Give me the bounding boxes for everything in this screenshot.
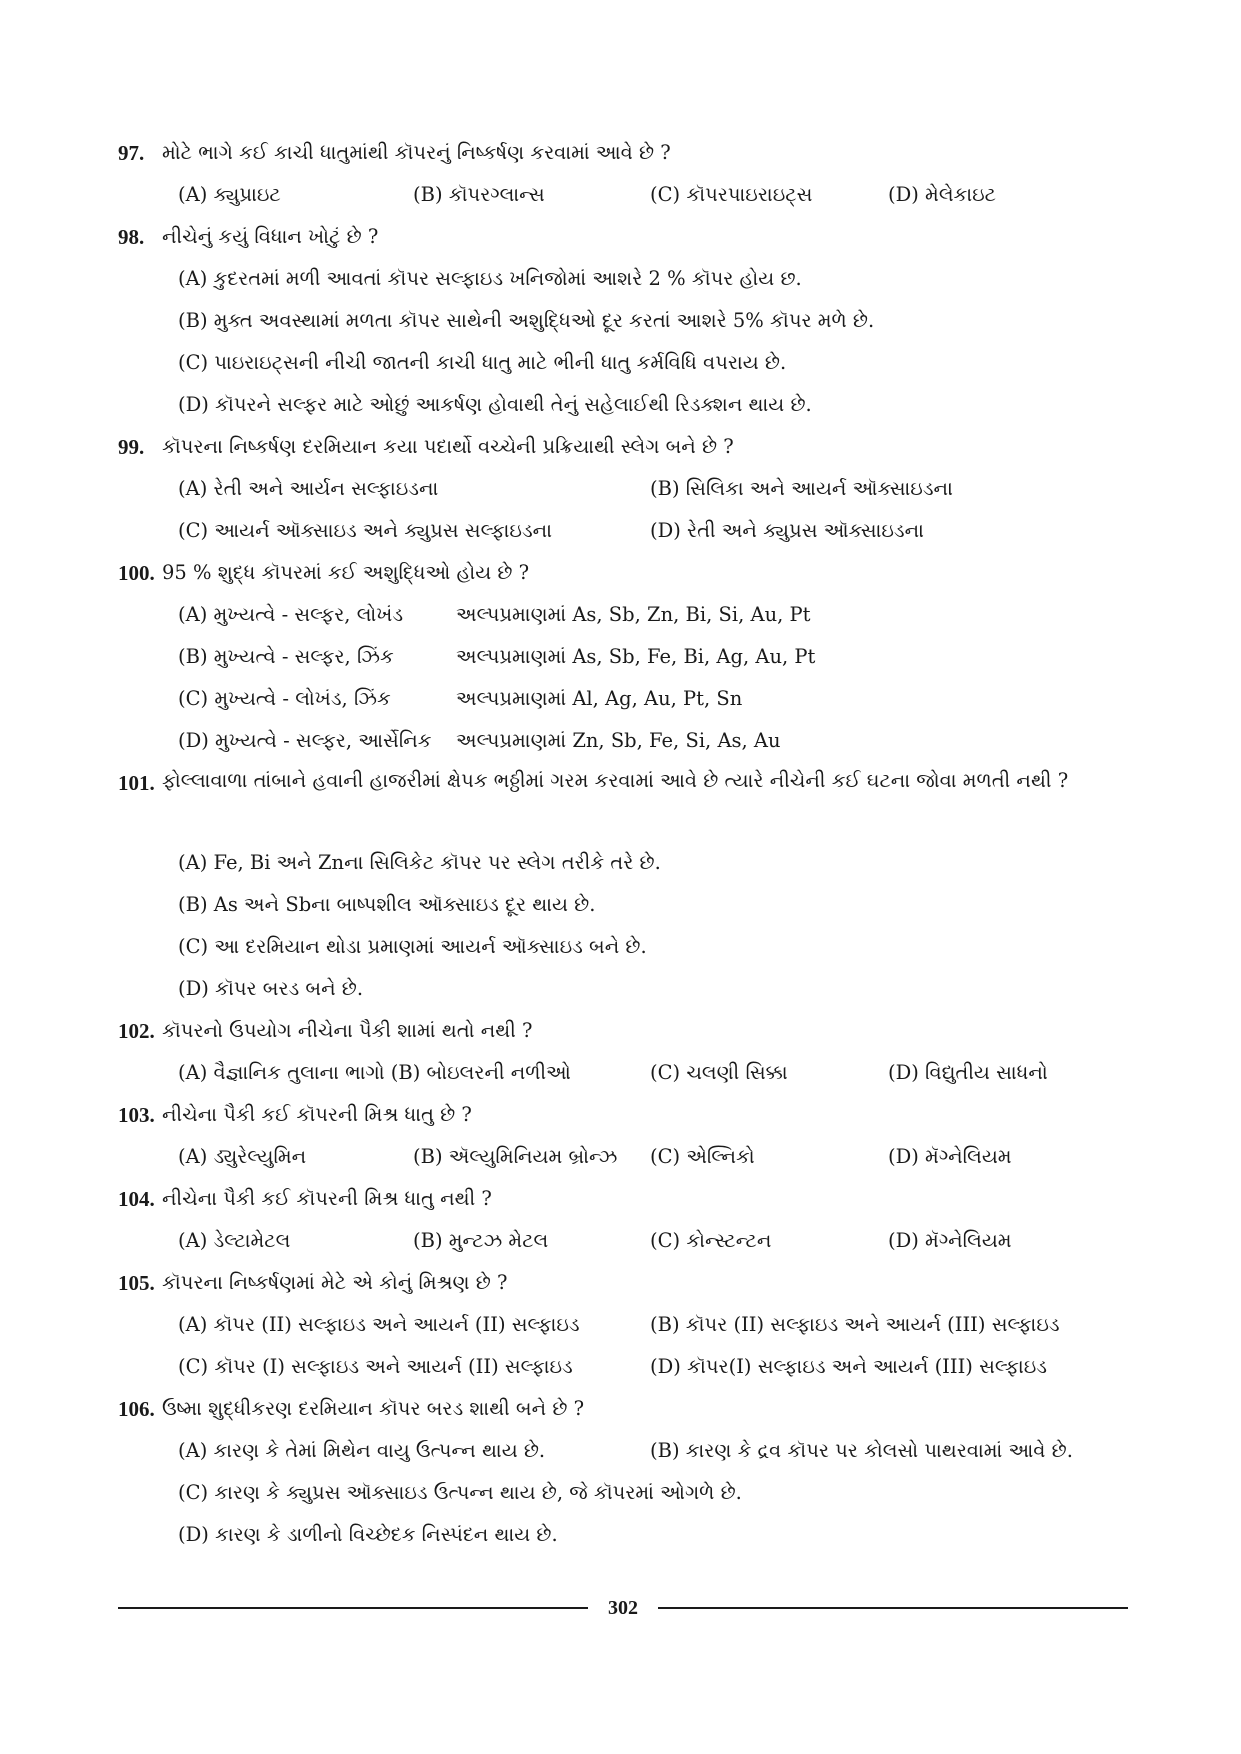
option-a: (A) રેતી અને આર્યન સલ્ફાઇડના bbox=[178, 477, 439, 500]
question-number: 102. bbox=[118, 1019, 155, 1043]
question-text: નીચેના પૈકી કઈ કૉપરની મિશ્ર ધાતુ નથી ? bbox=[162, 1187, 492, 1210]
question-104 bbox=[118, 1178, 1128, 1262]
option-c-main: (C) મુખ્યત્વે - લોખંડ, ઝિંક bbox=[178, 687, 391, 710]
question-number: 106. bbox=[118, 1397, 155, 1421]
question-number: 103. bbox=[118, 1103, 155, 1127]
option-c: (C) આ દરમિયાન થોડા પ્રમાણમાં આયર્ન ઑક્સાઇડ બને છે. bbox=[178, 935, 647, 958]
option-c: (C) કારણ કે ક્યુપ્રસ ઑક્સાઇડ ઉત્પન્ન થાય છે, જે કૉપરમાં ઓગળે છે. bbox=[178, 1481, 742, 1504]
question-text: કૉપરના નિષ્કર્ષણમાં મેટે એ કોનું મિશ્રણ છે ? bbox=[162, 1271, 508, 1294]
option-b: (B) As અને Sbના બાષ્પશીલ ઑક્સાઇડ દૂર થાય છે. bbox=[178, 893, 596, 916]
option-b: (B) કૉપરગ્લાન્સ bbox=[413, 183, 545, 206]
option-a-main: (A) મુખ્યત્વે - સલ્ફર, લોખંડ bbox=[178, 603, 404, 626]
option-c: (C) એલ્નિકો bbox=[650, 1145, 755, 1168]
option-d: (D) કારણ કે ડાળીનો વિચ્છેદક નિસ્પંદન થાય છે. bbox=[178, 1523, 558, 1546]
question-text: નીચેનું કયું વિધાન ખોટું છે ? bbox=[162, 225, 379, 248]
question-number: 104. bbox=[118, 1187, 155, 1211]
option-c: (C) કૉપરપાઇરાઇટ્સ bbox=[650, 183, 813, 206]
option-c: (C) ચલણી સિક્કા bbox=[650, 1061, 788, 1084]
question-text: ઉષ્મા શુદ્ધીકરણ દરમિયાન કૉપર બરડ શાથી બને છે ? bbox=[162, 1397, 585, 1420]
question-number: 105. bbox=[118, 1271, 155, 1295]
question-105 bbox=[118, 1262, 1128, 1388]
option-b: (B) સિલિકા અને આયર્ન ઑક્સાઇડના bbox=[650, 477, 953, 500]
question-106 bbox=[118, 1388, 1128, 1556]
option-b: (B) મુન્ટઝ મેટલ bbox=[413, 1229, 549, 1252]
question-100 bbox=[118, 552, 1128, 762]
option-d: (D) વિદ્યુતીય સાધનો bbox=[888, 1061, 1048, 1084]
option-a: (A) કારણ કે તેમાં મિથેન વાયુ ઉત્પન્ન થાય છે. bbox=[178, 1439, 546, 1462]
option-a: (A) ક્યુપ્રાઇટ bbox=[178, 183, 281, 206]
option-a-minor: અલ્પપ્રમાણમાં As, Sb, Zn, Bi, Si, Au, Pt bbox=[456, 603, 811, 626]
option-d-minor: અલ્પપ્રમાણમાં Zn, Sb, Fe, Si, As, Au bbox=[456, 729, 781, 752]
option-b: (B) કારણ કે દ્રવ કૉપર પર કોલસો પાથરવામાં આવે છે. bbox=[650, 1439, 1073, 1462]
option-a: (A) કૉપર (II) સલ્ફાઇડ અને આયર્ન (II) સલ્ફાઇડ bbox=[178, 1313, 580, 1336]
question-number: 99. bbox=[118, 435, 145, 459]
option-a: (A) ડ્યુરેલ્યુમિન bbox=[178, 1145, 307, 1168]
question-number: 98. bbox=[118, 225, 145, 249]
option-b: (B) મુક્ત અવસ્થામાં મળતા કૉપર સાથેની અશુદ્ધિઓ દૂર કરતાં આશરે 5% કૉપર મળે છે. bbox=[178, 309, 875, 332]
option-b: (B) કૉપર (II) સલ્ફાઇડ અને આયર્ન (III) સલ્ફાઇડ bbox=[650, 1313, 1060, 1336]
option-a-b: (A) વૈજ્ઞાનિક તુલાના ભાગો (B) બોઇલરની નળીઓ bbox=[178, 1061, 571, 1084]
option-b: (B) ઍલ્યુમિનિયમ બ્રોન્ઝ bbox=[413, 1145, 618, 1168]
option-d: (D) કૉપરને સલ્ફર માટે ઓછું આકર્ષણ હોવાથી તેનું સહેલાઈથી રિડક્શન થાય છે. bbox=[178, 393, 812, 416]
option-d: (D) મેલેકાઇટ bbox=[888, 183, 996, 206]
option-b-main: (B) મુખ્યત્વે - સલ્ફર, ઝિંક bbox=[178, 645, 394, 668]
question-text: કૉપરના નિષ્કર્ષણ દરમિયાન કયા પદાર્થો વચ્ચેની પ્રક્રિયાથી સ્લેગ બને છે ? bbox=[162, 435, 734, 458]
question-103 bbox=[118, 1094, 1128, 1178]
question-text: 95 % શુદ્ધ કૉપરમાં કઈ અશુદ્ધિઓ હોય છે ? bbox=[162, 561, 530, 584]
option-c: (C) પાઇરાઇટ્સની નીચી જાતની કાચી ધાતુ માટે ભીની ધાતુ કર્મવિધિ વપરાય છે. bbox=[178, 351, 787, 374]
option-d-main: (D) મુખ્યત્વે - સલ્ફર, આર્સેનિક bbox=[178, 729, 432, 752]
footer-rule-left bbox=[118, 1607, 588, 1609]
question-98 bbox=[118, 216, 1128, 426]
page-number: 302 bbox=[608, 1597, 638, 1619]
question-text: મોટે ભાગે કઈ કાચી ધાતુમાંથી કૉપરનું નિષ્કર્ષણ કરવામાં આવે છે ? bbox=[162, 141, 671, 164]
page-footer bbox=[118, 1596, 1128, 1620]
question-101 bbox=[118, 762, 1128, 1010]
option-d: (D) મૅગ્નેલિયમ bbox=[888, 1229, 1012, 1252]
question-text: ફોલ્લાવાળા તાંબાને હવાની હાજરીમાં ક્ષેપક ભઠ્ઠીમાં ગરમ કરવામાં આવે છે ત્યારે નીચેની કઈ ઘટના જોવા મળતી નથી ? bbox=[162, 769, 1069, 792]
option-c: (C) કોન્સ્ટન્ટન bbox=[650, 1229, 772, 1252]
question-number: 97. bbox=[118, 141, 145, 165]
option-a: (A) ડેલ્ટામેટલ bbox=[178, 1229, 291, 1252]
option-d: (D) કૉપર(I) સલ્ફાઇડ અને આયર્ન (III) સલ્ફાઇડ bbox=[650, 1355, 1047, 1378]
question-97 bbox=[118, 132, 1128, 216]
question-text: નીચેના પૈકી કઈ કૉપરની મિશ્ર ધાતુ છે ? bbox=[162, 1103, 472, 1126]
option-b-minor: અલ્પપ્રમાણમાં As, Sb, Fe, Bi, Ag, Au, Pt bbox=[456, 645, 816, 668]
question-number: 101. bbox=[118, 771, 155, 795]
question-102 bbox=[118, 1010, 1128, 1094]
question-number: 100. bbox=[118, 561, 155, 585]
option-c-minor: અલ્પપ્રમાણમાં Al, Ag, Au, Pt, Sn bbox=[456, 687, 743, 710]
option-d: (D) કૉપર બરડ બને છે. bbox=[178, 977, 364, 1000]
option-d: (D) રેતી અને ક્યુપ્રસ ઑક્સાઇડના bbox=[650, 519, 924, 542]
question-text: કૉપરનો ઉપયોગ નીચેના પૈકી શામાં થતો નથી ? bbox=[162, 1019, 533, 1042]
footer-rule-right bbox=[658, 1607, 1128, 1609]
option-d: (D) મૅગ્નેલિયમ bbox=[888, 1145, 1012, 1168]
option-c: (C) આયર્ન ઑક્સાઇડ અને ક્યુપ્રસ સલ્ફાઇડના bbox=[178, 519, 552, 542]
option-c: (C) કૉપર (I) સલ્ફાઇડ અને આયર્ન (II) સલ્ફાઇડ bbox=[178, 1355, 573, 1378]
option-a: (A) કુદરતમાં મળી આવતાં કૉપર સલ્ફાઇડ ખનિજોમાં આશરે 2 % કૉપર હોય છ. bbox=[178, 267, 802, 290]
option-a: (A) Fe, Bi અને Znના સિલિકેટ કૉપર પર સ્લેગ તરીકે તરે છે. bbox=[178, 851, 661, 874]
question-99 bbox=[118, 426, 1128, 552]
